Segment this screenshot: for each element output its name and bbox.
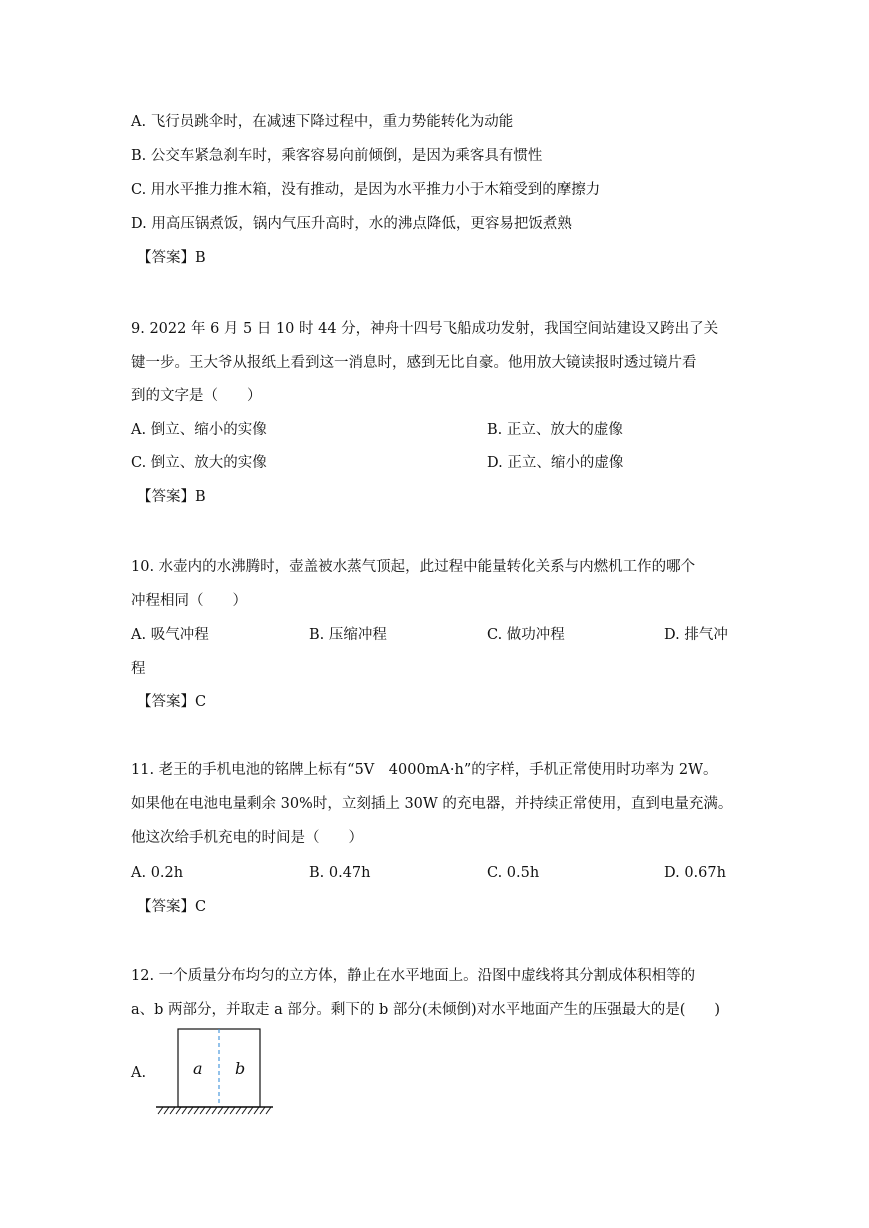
- q10-option-a: A. 吸气冲程: [131, 627, 209, 643]
- hatch-mark: [206, 1107, 211, 1114]
- q10-option-b: B. 压缩冲程: [309, 627, 387, 643]
- part-a-label: a: [193, 1059, 203, 1078]
- hatch-mark: [260, 1107, 265, 1114]
- hatch-mark: [218, 1107, 223, 1114]
- hatch-mark: [188, 1107, 193, 1114]
- q9-option-d: D. 正立、缩小的虚像: [487, 455, 624, 471]
- q11-option-c: C. 0.5h: [487, 865, 540, 881]
- q10-option-c: C. 做功冲程: [487, 627, 565, 643]
- q9-stem-line-2: 键一步。王大爷从报纸上看到这一消息时，感到无比自豪。他用放大镜读报时透过镜片看: [131, 355, 697, 371]
- hatch-mark: [248, 1107, 253, 1114]
- hatch-mark: [164, 1107, 169, 1114]
- q11-answer: 【答案】C: [137, 899, 207, 915]
- q12-cube-figure: [131, 1026, 281, 1122]
- q8-option-a: A. 飞行员跳伞时，在减速下降过程中，重力势能转化为动能: [131, 114, 514, 130]
- q10-answer: 【答案】C: [137, 694, 207, 710]
- q12-stem-line-2: a、b 两部分，并取走 a 部分。剩下的 b 部分(未倾倒)对水平地面产生的压强最大的是( ): [131, 1002, 721, 1018]
- ground-hatching: [158, 1107, 271, 1114]
- hatch-mark: [242, 1107, 247, 1114]
- hatch-mark: [158, 1107, 163, 1114]
- q12-option-a-label: A.: [131, 1065, 147, 1081]
- part-b-label: b: [235, 1059, 246, 1078]
- q11-stem-line-3: 他这次给手机充电的时间是（ ）: [131, 830, 363, 846]
- hatch-mark: [212, 1107, 217, 1114]
- hatch-mark: [236, 1107, 241, 1114]
- q9-stem-line-1: 9. 2022 年 6 月 5 日 10 时 44 分，神舟十四号飞船成功发射，我国空间站建设又跨出了关: [131, 321, 719, 337]
- q12-stem-line-1: 12. 一个质量分布均匀的立方体，静止在水平地面上。沿图中虚线将其分割成体积相等的: [131, 968, 696, 984]
- q11-option-b: B. 0.47h: [309, 865, 371, 881]
- q11-stem-line-1: 11. 老王的手机电池的铭牌上标有“5V 4000mA·h”的字样，手机正常使用时功率为 2W。: [131, 762, 718, 778]
- cube-diagram: [131, 1026, 281, 1118]
- q8-option-b: B. 公交车紧急刹车时，乘客容易向前倾倒，是因为乘客具有惯性: [131, 148, 543, 164]
- hatch-mark: [254, 1107, 259, 1114]
- hatch-mark: [176, 1107, 181, 1114]
- q11-option-a: A. 0.2h: [131, 865, 184, 881]
- q10-option-d: D. 排气冲: [664, 627, 728, 643]
- q9-option-b: B. 正立、放大的虚像: [487, 422, 623, 438]
- q9-stem-line-3: 到的文字是（ ）: [131, 388, 262, 404]
- q8-option-d: D. 用高压锅煮饭，锅内气压升高时，水的沸点降低，更容易把饭煮熟: [131, 216, 572, 232]
- hatch-mark: [170, 1107, 175, 1114]
- q8-answer: 【答案】B: [137, 250, 206, 266]
- q8-option-c: C. 用水平推力推木箱，没有推动，是因为水平推力小于木箱受到的摩擦力: [131, 182, 601, 198]
- q9-answer: 【答案】B: [137, 489, 206, 505]
- hatch-mark: [266, 1107, 271, 1114]
- hatch-mark: [200, 1107, 205, 1114]
- q9-option-a: A. 倒立、缩小的实像: [131, 422, 267, 438]
- q9-option-c: C. 倒立、放大的实像: [131, 455, 267, 471]
- hatch-mark: [182, 1107, 187, 1114]
- hatch-mark: [194, 1107, 199, 1114]
- q11-option-d: D. 0.67h: [664, 865, 726, 881]
- q10-stem-line-2: 冲程相同（ ）: [131, 593, 247, 609]
- hatch-mark: [224, 1107, 229, 1114]
- hatch-mark: [230, 1107, 235, 1114]
- q11-stem-line-2: 如果他在电池电量剩余 30%时，立刻插上 30W 的充电器，并持续正常使用，直到电量充满。: [131, 796, 733, 812]
- q10-stem-line-1: 10. 水壶内的水沸腾时，壶盖被水蒸气顶起，此过程中能量转化关系与内燃机工作的哪个: [131, 559, 696, 575]
- q10-option-d-wrap: 程: [131, 661, 146, 677]
